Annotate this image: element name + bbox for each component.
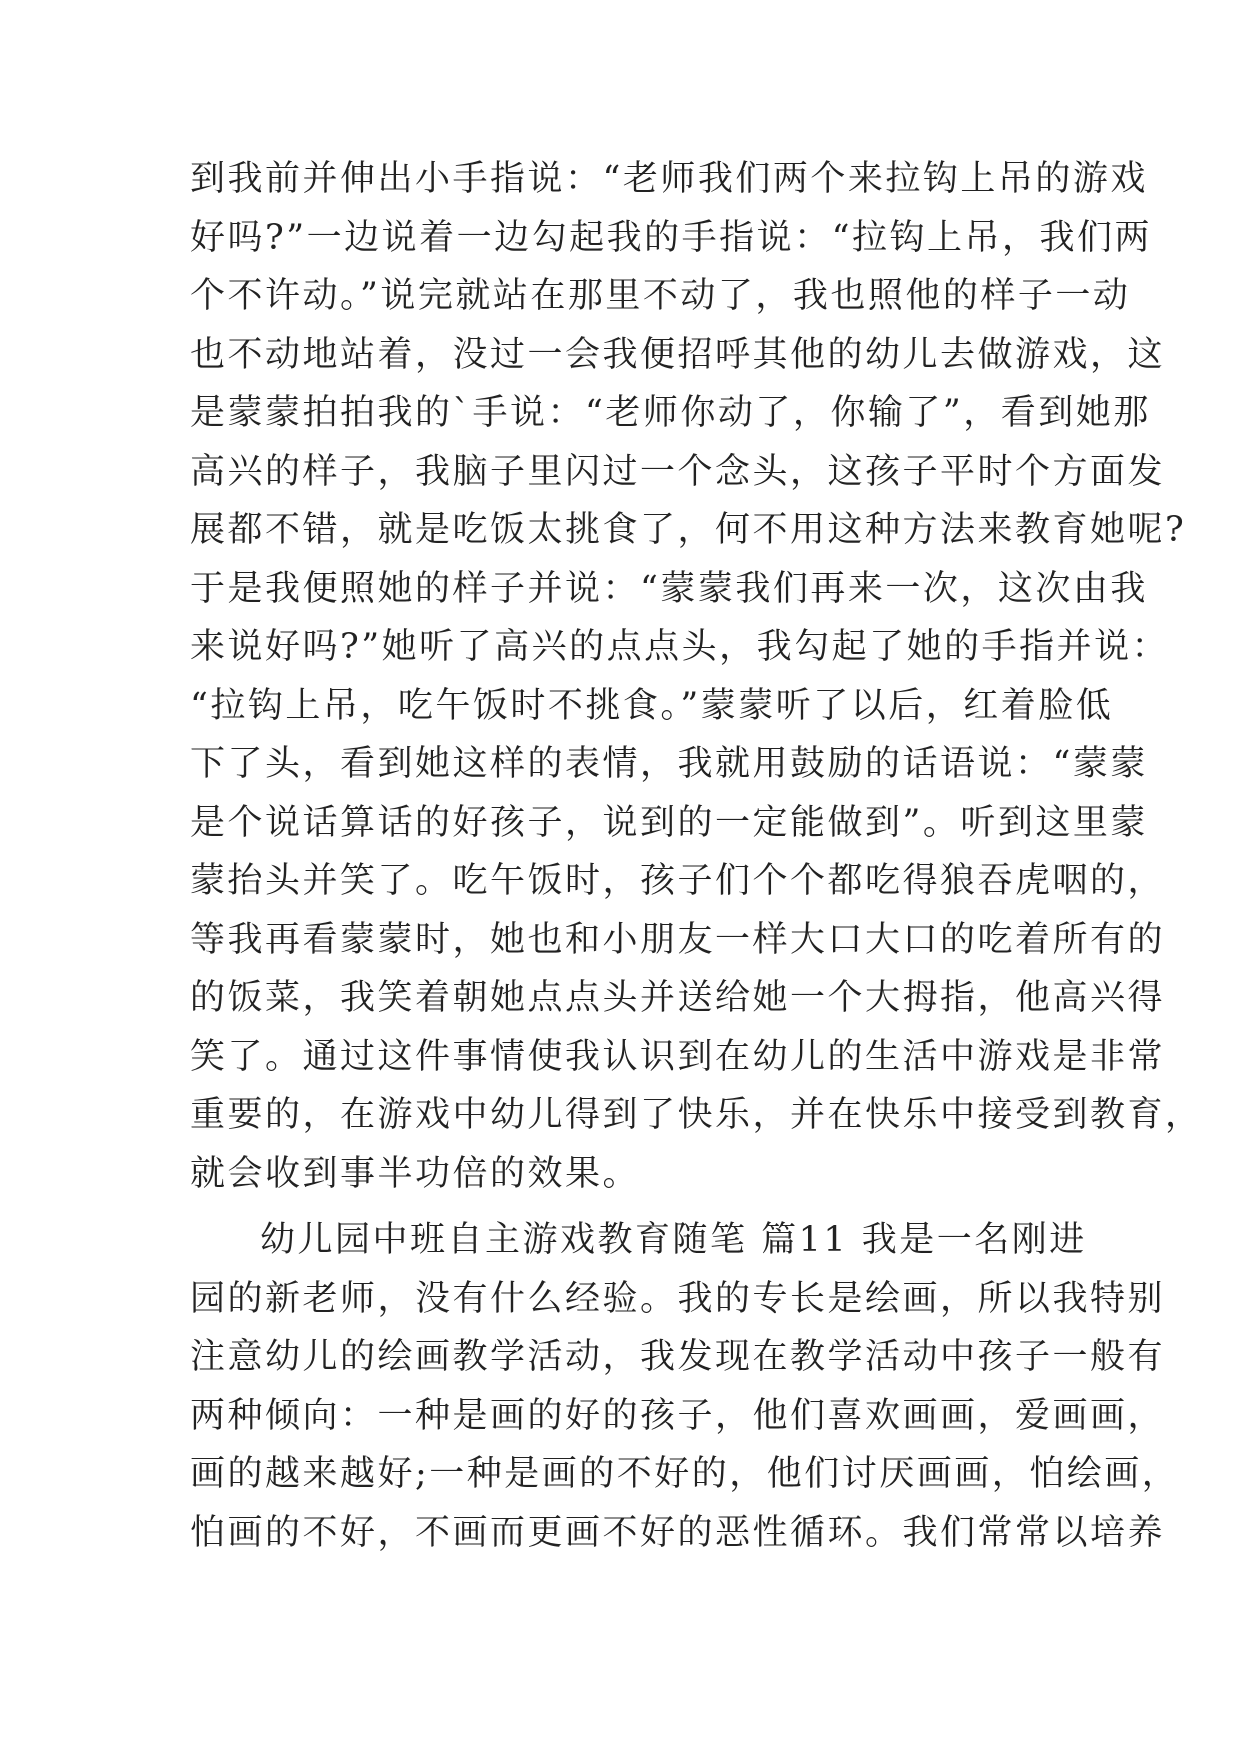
text-line: 园的新老师，没有什么经验。我的专长是绘画，所以我特别	[190, 1278, 1166, 1319]
text-line: 笑了。通过这件事情使我认识到在幼儿的生活中游戏是非常	[190, 1036, 1166, 1077]
text-line: 下了头，看到她这样的表情，我就用鼓励的话语说：“蒙蒙	[190, 744, 1148, 784]
text-line: 好吗?”一边说着一边勾起我的手指说：“拉钩上吊，我们两	[190, 217, 1153, 258]
paragraph-1	[190, 150, 1203, 1203]
text-line: 于是我便照她的样子并说：“蒙蒙我们再来一次，这次由我	[190, 568, 1148, 609]
text-line: 个不许动。”说完就站在那里不动了，我也照他的样子一动	[190, 276, 1131, 316]
text-line: 重要的，在游戏中幼儿得到了快乐，并在快乐中接受到教育，	[190, 1095, 1203, 1135]
text-line: 来说好吗?”她听了高兴的点点头，我勾起了她的手指并说：	[190, 627, 1170, 667]
paragraph-spacer	[190, 1203, 1090, 1211]
text-line: 也不动地站着，没过一会我便招呼其他的幼儿去做游戏，这	[190, 334, 1166, 375]
text-line: 怕画的不好，不画而更画不好的恶性循环。我们常常以培养	[190, 1512, 1166, 1553]
text-line: 等我再看蒙蒙时，她也和小朋友一样大口大口的吃着所有的	[190, 919, 1166, 960]
text-line: 的饭菜，我笑着朝她点点头并送给她一个大拇指，他高兴得	[190, 978, 1166, 1018]
text-line: 高兴的样子，我脑子里闪过一个念头，这孩子平时个方面发	[190, 451, 1166, 492]
paragraph-2	[190, 1211, 1180, 1562]
section-heading-line: 幼儿园中班自主游戏教育随笔 篇11 我是一名刚进	[260, 1220, 1087, 1260]
text-line: 蒙抬头并笑了。吃午饭时，孩子们个个都吃得狼吞虎咽的，	[190, 861, 1166, 901]
text-line: “拉钩上吊，吃午饭时不挑食。”蒙蒙听了以后，红着脸低	[190, 685, 1114, 726]
text-line: 是蒙蒙拍拍我的`手说：“老师你动了，你输了”，看到她那	[190, 393, 1151, 433]
text-line: 到我前并伸出小手指说：“老师我们两个来拉钩上吊的游戏	[190, 159, 1148, 199]
text-line: 是个说话算话的好孩子，说到的一定能做到”。听到这里蒙	[190, 802, 1148, 843]
text-line: 展都不错，就是吃饭太挑食了，何不用这种方法来教育她呢?	[190, 510, 1187, 550]
text-line: 画的越来越好;一种是画的不好的，他们讨厌画画，怕绘画，	[190, 1454, 1180, 1494]
text-line: 两种倾向：一种是画的好的孩子，他们喜欢画画，爱画画，	[190, 1395, 1166, 1436]
text-line: 注意幼儿的绘画教学活动，我发现在教学活动中孩子一般有	[190, 1337, 1166, 1377]
text-line: 就会收到事半功倍的效果。	[190, 1153, 641, 1194]
body-text	[190, 150, 1203, 1562]
